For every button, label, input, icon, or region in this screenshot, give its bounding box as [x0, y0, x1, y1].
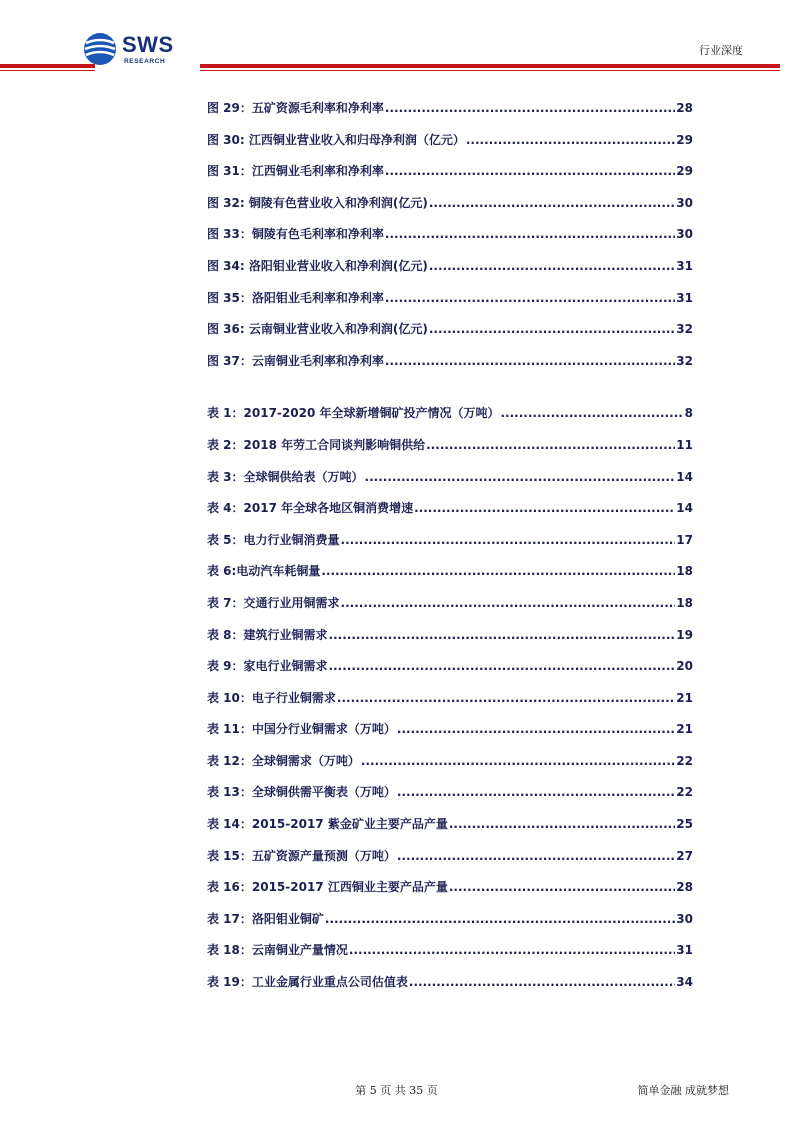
- dot-leader: [385, 283, 675, 315]
- figure-entry[interactable]: [207, 346, 693, 378]
- logo-text: SWS: [122, 32, 174, 57]
- dot-leader: [429, 188, 675, 220]
- dot-leader: [429, 251, 675, 283]
- dot-leader: [466, 125, 675, 157]
- table-entry-page: 34: [676, 975, 693, 990]
- table-entry[interactable]: [207, 683, 693, 715]
- table-entry[interactable]: [207, 462, 693, 494]
- figure-entry[interactable]: [207, 283, 693, 315]
- table-entry-label: 表 17：洛阳钼业铜矿: [207, 911, 324, 926]
- dot-leader: [321, 556, 675, 588]
- figure-entry-label: 图 32: 铜陵有色营业收入和净利润(亿元): [207, 195, 428, 210]
- table-entry-page: 14: [676, 469, 693, 484]
- figure-entry-label: 图 37：云南铜业毛利率和净利率: [207, 353, 384, 368]
- dot-leader: [361, 746, 675, 778]
- table-entry-page: 20: [676, 659, 693, 674]
- table-entry-label: 表 1：2017-2020 年全球新增铜矿投产情况（万吨）: [207, 406, 500, 421]
- figure-entry-label: 图 29：五矿资源毛利率和净利率: [207, 101, 384, 115]
- table-entry[interactable]: [207, 777, 693, 809]
- table-entry[interactable]: [207, 841, 693, 873]
- footer-slogan: 简单金融 成就梦想: [637, 1084, 729, 1097]
- table-entry-page: 21: [676, 690, 693, 705]
- table-entry-label: 表 19：工业金属行业重点公司估值表: [207, 975, 408, 990]
- table-entry-page: 11: [676, 437, 693, 452]
- dot-leader: [397, 841, 675, 873]
- figure-entry-page: 32: [676, 353, 693, 368]
- figure-entry-page: 31: [676, 258, 693, 273]
- header-rule: [0, 70, 95, 71]
- table-entry-page: 18: [676, 564, 693, 579]
- table-entry-label: 表 18：云南铜业产量情况: [207, 943, 348, 958]
- dot-leader: [414, 493, 675, 525]
- dot-leader: [365, 462, 676, 494]
- table-entry-label: 表 11：中国分行业铜需求（万吨）: [207, 722, 396, 737]
- dot-leader: [385, 93, 675, 125]
- table-entry-page: 27: [676, 848, 693, 863]
- figure-entry-label: 图 35：洛阳钼业毛利率和净利率: [207, 290, 384, 305]
- figure-entry[interactable]: [207, 219, 693, 251]
- table-entry-label: 表 13：全球铜供需平衡表（万吨）: [207, 785, 396, 800]
- table-entry-label: 表 10：电子行业铜需求: [207, 690, 336, 705]
- dot-leader: [341, 525, 676, 557]
- figure-entry-label: 图 30: 江西铜业营业收入和归母净利润（亿元）: [207, 132, 465, 147]
- header-rule: [200, 70, 780, 71]
- table-entry-page: 22: [676, 785, 693, 800]
- figure-entry-page: 32: [676, 322, 693, 337]
- dot-leader: [397, 714, 675, 746]
- dot-leader: [385, 346, 675, 378]
- figure-entry-page: 30: [676, 195, 693, 210]
- table-entry-page: 17: [676, 532, 693, 547]
- table-entry[interactable]: [207, 430, 693, 462]
- table-entry-label: 表 9：家电行业铜需求: [207, 659, 328, 674]
- table-entry[interactable]: [207, 588, 693, 620]
- dot-leader: [449, 872, 675, 904]
- figure-entry-page: 28: [676, 101, 693, 115]
- section-spacer: [207, 377, 693, 398]
- table-entry-page: 19: [676, 627, 693, 642]
- table-entry[interactable]: [207, 967, 693, 999]
- figure-entry-page: 29: [676, 132, 693, 147]
- table-entry-page: 21: [676, 722, 693, 737]
- table-entry-label: 表 8：建筑行业铜需求: [207, 627, 328, 642]
- table-entry[interactable]: [207, 651, 693, 683]
- table-entry[interactable]: [207, 493, 693, 525]
- table-entry-label: 表 15：五矿资源产量预测（万吨）: [207, 848, 396, 863]
- table-entry-label: 表 14：2015-2017 紫金矿业主要产品产量: [207, 817, 448, 832]
- page-number: 第 5 页 共 35 页: [355, 1084, 438, 1097]
- table-entry[interactable]: [207, 872, 693, 904]
- figure-entry-label: 图 31：江西铜业毛利率和净利率: [207, 164, 384, 179]
- dot-leader: [325, 904, 675, 936]
- dot-leader: [409, 967, 675, 999]
- table-entry[interactable]: [207, 714, 693, 746]
- figure-list: [207, 93, 693, 377]
- figure-entry-page: 29: [676, 164, 693, 179]
- table-entry[interactable]: [207, 398, 693, 430]
- dot-leader: [329, 651, 676, 683]
- figure-entry[interactable]: [207, 156, 693, 188]
- dot-leader: [426, 430, 675, 462]
- figure-entry[interactable]: [207, 125, 693, 157]
- table-entry-label: 表 6:电动汽车耗铜量: [207, 564, 321, 579]
- table-entry[interactable]: [207, 904, 693, 936]
- dot-leader: [397, 777, 675, 809]
- table-entry-page: 28: [676, 880, 693, 895]
- table-entry-label: 表 3：全球铜供给表（万吨）: [207, 469, 364, 484]
- table-entry-page: 18: [676, 595, 693, 610]
- figure-entry-page: 30: [676, 227, 693, 242]
- table-entry[interactable]: [207, 935, 693, 967]
- table-list: [207, 398, 693, 998]
- table-entry[interactable]: [207, 809, 693, 841]
- dot-leader: [449, 809, 675, 841]
- logo-subtext: RESEARCH: [124, 58, 166, 65]
- sws-globe-icon: [83, 32, 117, 66]
- header-rule: [200, 64, 780, 68]
- table-entry-page: 14: [676, 501, 693, 516]
- dot-leader: [349, 935, 675, 967]
- table-entry-label: 表 12：全球铜需求（万吨）: [207, 753, 360, 768]
- table-entry[interactable]: [207, 525, 693, 557]
- figure-entry-page: 31: [676, 290, 693, 305]
- table-entry-label: 表 4：2017 年全球各地区铜消费增速: [207, 501, 414, 516]
- table-entry-page: 31: [676, 943, 693, 958]
- table-entry[interactable]: [207, 746, 693, 778]
- table-entry-label: 表 16：2015-2017 江西铜业主要产品产量: [207, 880, 448, 895]
- figure-entry-label: 图 33：铜陵有色毛利率和净利率: [207, 227, 384, 242]
- figure-entry[interactable]: [207, 188, 693, 220]
- figure-entry-label: 图 34: 洛阳钼业营业收入和净利润(亿元): [207, 258, 428, 273]
- figure-entry[interactable]: [207, 251, 693, 283]
- table-entry-label: 表 5：电力行业铜消费量: [207, 532, 340, 547]
- figure-entry-label: 图 36: 云南铜业营业收入和净利润(亿元): [207, 322, 428, 337]
- page-header: [0, 0, 793, 80]
- dot-leader: [385, 156, 675, 188]
- dot-leader: [429, 314, 675, 346]
- table-entry-label: 表 2：2018 年劳工合同谈判影响铜供给: [207, 437, 426, 452]
- dot-leader: [341, 588, 676, 620]
- table-entry-page: 25: [676, 817, 693, 832]
- figure-entry[interactable]: [207, 93, 693, 125]
- dot-leader: [329, 620, 676, 652]
- table-entry-page: 8: [684, 406, 693, 421]
- dot-leader: [500, 398, 683, 430]
- sws-logo: [83, 31, 193, 71]
- table-entry[interactable]: [207, 620, 693, 652]
- table-of-contents: [207, 93, 693, 999]
- table-entry-page: 30: [676, 911, 693, 926]
- figure-entry[interactable]: [207, 314, 693, 346]
- report-category: 行业深度: [699, 44, 743, 57]
- header-rule: [0, 64, 95, 68]
- dot-leader: [337, 683, 675, 715]
- table-entry-label: 表 7：交通行业用铜需求: [207, 595, 340, 610]
- table-entry-page: 22: [676, 753, 693, 768]
- table-entry[interactable]: [207, 556, 693, 588]
- dot-leader: [385, 219, 675, 251]
